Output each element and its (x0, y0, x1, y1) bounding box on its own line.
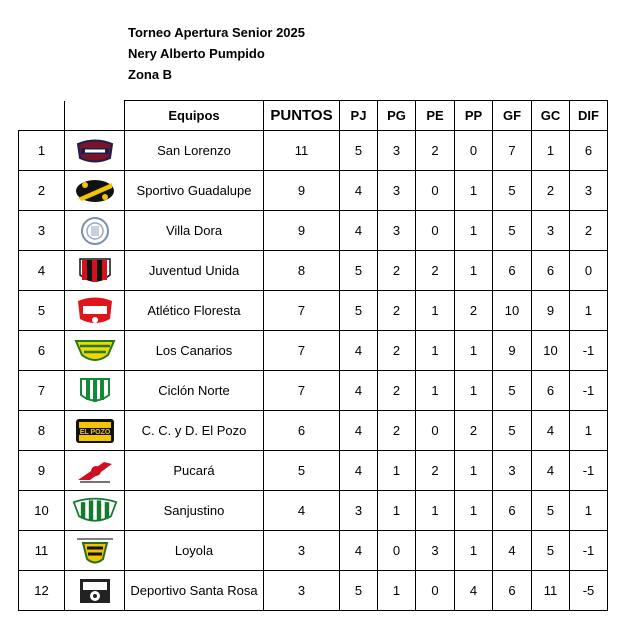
pe-cell: 2 (416, 131, 455, 171)
villa-dora-crest-icon (72, 215, 118, 247)
pj-cell: 5 (340, 251, 378, 291)
team-name: Atlético Floresta (125, 291, 264, 331)
position-cell: 10 (19, 491, 65, 531)
crest-cell (65, 571, 125, 611)
gc-cell: 9 (532, 291, 570, 331)
pj-cell: 4 (340, 531, 378, 571)
points-cell: 6 (264, 411, 340, 451)
table-row (19, 331, 608, 371)
crest-cell (65, 211, 125, 251)
crest-cell (65, 411, 125, 451)
points-cell: 7 (264, 331, 340, 371)
pp-cell: 1 (455, 251, 493, 291)
gf-cell: 6 (493, 491, 532, 531)
pj-cell: 5 (340, 571, 378, 611)
dif-cell: 0 (570, 251, 608, 291)
gf-cell: 5 (493, 171, 532, 211)
dif-cell: 1 (570, 411, 608, 451)
gc-cell: 4 (532, 451, 570, 491)
pe-cell: 1 (416, 491, 455, 531)
pp-cell: 0 (455, 131, 493, 171)
gc-cell: 6 (532, 251, 570, 291)
pp-cell: 1 (455, 491, 493, 531)
pp-cell: 4 (455, 571, 493, 611)
points-cell: 9 (264, 171, 340, 211)
col-gf-header: GF (493, 101, 532, 131)
san-lorenzo-crest-icon (72, 135, 118, 167)
gf-cell: 6 (493, 251, 532, 291)
gf-cell: 3 (493, 451, 532, 491)
pg-cell: 3 (378, 171, 416, 211)
position-cell: 8 (19, 411, 65, 451)
gc-cell: 5 (532, 491, 570, 531)
gc-cell: 4 (532, 411, 570, 451)
sportivo-guadalupe-crest-icon (72, 175, 118, 207)
dif-cell: 1 (570, 491, 608, 531)
position-cell: 9 (19, 451, 65, 491)
crest-cell (65, 131, 125, 171)
gf-cell: 5 (493, 411, 532, 451)
gc-cell: 10 (532, 331, 570, 371)
pp-cell: 1 (455, 531, 493, 571)
header-titles (128, 22, 305, 85)
sanjustino-crest-icon (72, 495, 118, 527)
team-name: Villa Dora (125, 211, 264, 251)
dif-cell: -1 (570, 531, 608, 571)
pp-cell: 2 (455, 291, 493, 331)
position-cell: 5 (19, 291, 65, 331)
deportivo-santa-rosa-crest-icon (72, 575, 118, 607)
pg-cell: 2 (378, 251, 416, 291)
points-cell: 5 (264, 451, 340, 491)
pg-cell: 0 (378, 531, 416, 571)
crest-cell (65, 491, 125, 531)
position-cell: 11 (19, 531, 65, 571)
pg-cell: 2 (378, 411, 416, 451)
position-cell: 7 (19, 371, 65, 411)
gf-cell: 4 (493, 531, 532, 571)
gf-cell: 5 (493, 211, 532, 251)
crest-cell (65, 451, 125, 491)
gf-cell: 7 (493, 131, 532, 171)
pj-cell: 4 (340, 331, 378, 371)
pg-cell: 3 (378, 131, 416, 171)
table-row (19, 451, 608, 491)
pe-cell: 1 (416, 331, 455, 371)
pp-cell: 1 (455, 211, 493, 251)
pg-cell: 1 (378, 491, 416, 531)
zone-label: Zona B (128, 67, 173, 82)
table-row (19, 171, 608, 211)
pg-cell: 2 (378, 331, 416, 371)
pg-cell: 2 (378, 371, 416, 411)
loyola-crest-icon (72, 535, 118, 567)
gf-cell: 5 (493, 371, 532, 411)
pj-cell: 5 (340, 131, 378, 171)
pe-cell: 0 (416, 571, 455, 611)
team-name: Loyola (125, 531, 264, 571)
table-row (19, 531, 608, 571)
position-cell: 6 (19, 331, 65, 371)
pe-cell: 0 (416, 171, 455, 211)
col-pe-header: PE (416, 101, 455, 131)
col-dif-header: DIF (570, 101, 608, 131)
pg-cell: 3 (378, 211, 416, 251)
ciclon-norte-crest-icon (72, 375, 118, 407)
tournament-title: Torneo Apertura Senior 2025 (128, 25, 305, 40)
pe-cell: 3 (416, 531, 455, 571)
team-name: San Lorenzo (125, 131, 264, 171)
team-name: Sanjustino (125, 491, 264, 531)
dif-cell: 6 (570, 131, 608, 171)
crest-cell (65, 371, 125, 411)
pj-cell: 5 (340, 291, 378, 331)
pj-cell: 4 (340, 451, 378, 491)
tournament-subtitle: Nery Alberto Pumpido (128, 46, 265, 61)
gc-cell: 11 (532, 571, 570, 611)
pucara-crest-icon (72, 455, 118, 487)
table-row (19, 411, 608, 451)
position-cell: 12 (19, 571, 65, 611)
team-name: C. C. y D. El Pozo (125, 411, 264, 451)
team-name: Sportivo Guadalupe (125, 171, 264, 211)
los-canarios-crest-icon (72, 335, 118, 367)
svg-text:EL POZO: EL POZO (79, 428, 110, 436)
pj-cell: 3 (340, 491, 378, 531)
table-row (19, 571, 608, 611)
points-cell: 3 (264, 571, 340, 611)
dif-cell: 1 (570, 291, 608, 331)
pp-cell: 1 (455, 371, 493, 411)
crest-cell (65, 331, 125, 371)
dif-cell: -1 (570, 451, 608, 491)
points-cell: 11 (264, 131, 340, 171)
gc-cell: 5 (532, 531, 570, 571)
standings-table (18, 100, 608, 611)
team-name: Deportivo Santa Rosa (125, 571, 264, 611)
pe-cell: 0 (416, 411, 455, 451)
col-pg-header: PG (378, 101, 416, 131)
pe-cell: 1 (416, 291, 455, 331)
col-gc-header: GC (532, 101, 570, 131)
table-row (19, 211, 608, 251)
gc-cell: 3 (532, 211, 570, 251)
points-cell: 7 (264, 371, 340, 411)
table-row (19, 251, 608, 291)
col-pp-header: PP (455, 101, 493, 131)
team-name: Ciclón Norte (125, 371, 264, 411)
position-cell: 1 (19, 131, 65, 171)
crest-cell (65, 171, 125, 211)
points-cell: 8 (264, 251, 340, 291)
crest-cell (65, 251, 125, 291)
juventud-unida-crest-icon (72, 255, 118, 287)
header-row (19, 101, 608, 131)
gc-cell: 6 (532, 371, 570, 411)
points-cell: 3 (264, 531, 340, 571)
pe-cell: 2 (416, 451, 455, 491)
points-cell: 4 (264, 491, 340, 531)
pg-cell: 1 (378, 571, 416, 611)
gc-cell: 1 (532, 131, 570, 171)
pg-cell: 1 (378, 451, 416, 491)
table-row (19, 491, 608, 531)
dif-cell: 3 (570, 171, 608, 211)
pg-cell: 2 (378, 291, 416, 331)
dif-cell: -5 (570, 571, 608, 611)
table-row (19, 371, 608, 411)
table-row (19, 131, 608, 171)
position-cell: 3 (19, 211, 65, 251)
pj-cell: 4 (340, 371, 378, 411)
atletico-floresta-crest-icon (72, 295, 118, 327)
dif-cell: -1 (570, 371, 608, 411)
gf-cell: 9 (493, 331, 532, 371)
position-cell: 4 (19, 251, 65, 291)
pe-cell: 1 (416, 371, 455, 411)
points-cell: 7 (264, 291, 340, 331)
dif-cell: 2 (570, 211, 608, 251)
position-cell: 2 (19, 171, 65, 211)
points-cell: 9 (264, 211, 340, 251)
crest-cell (65, 291, 125, 331)
gc-cell: 2 (532, 171, 570, 211)
col-team-header: Equipos (125, 101, 264, 131)
dif-cell: -1 (570, 331, 608, 371)
table-row (19, 291, 608, 331)
pj-cell: 4 (340, 411, 378, 451)
crest-cell (65, 531, 125, 571)
pp-cell: 1 (455, 451, 493, 491)
team-name: Juventud Unida (125, 251, 264, 291)
gf-cell: 6 (493, 571, 532, 611)
pp-cell: 1 (455, 171, 493, 211)
el-pozo-crest-icon (72, 415, 118, 447)
pj-cell: 4 (340, 211, 378, 251)
team-name: Pucará (125, 451, 264, 491)
pe-cell: 0 (416, 211, 455, 251)
col-points-header: PUNTOS (264, 101, 340, 131)
team-name: Los Canarios (125, 331, 264, 371)
gf-cell: 10 (493, 291, 532, 331)
pp-cell: 2 (455, 411, 493, 451)
pj-cell: 4 (340, 171, 378, 211)
pp-cell: 1 (455, 331, 493, 371)
pe-cell: 2 (416, 251, 455, 291)
col-pj-header: PJ (340, 101, 378, 131)
